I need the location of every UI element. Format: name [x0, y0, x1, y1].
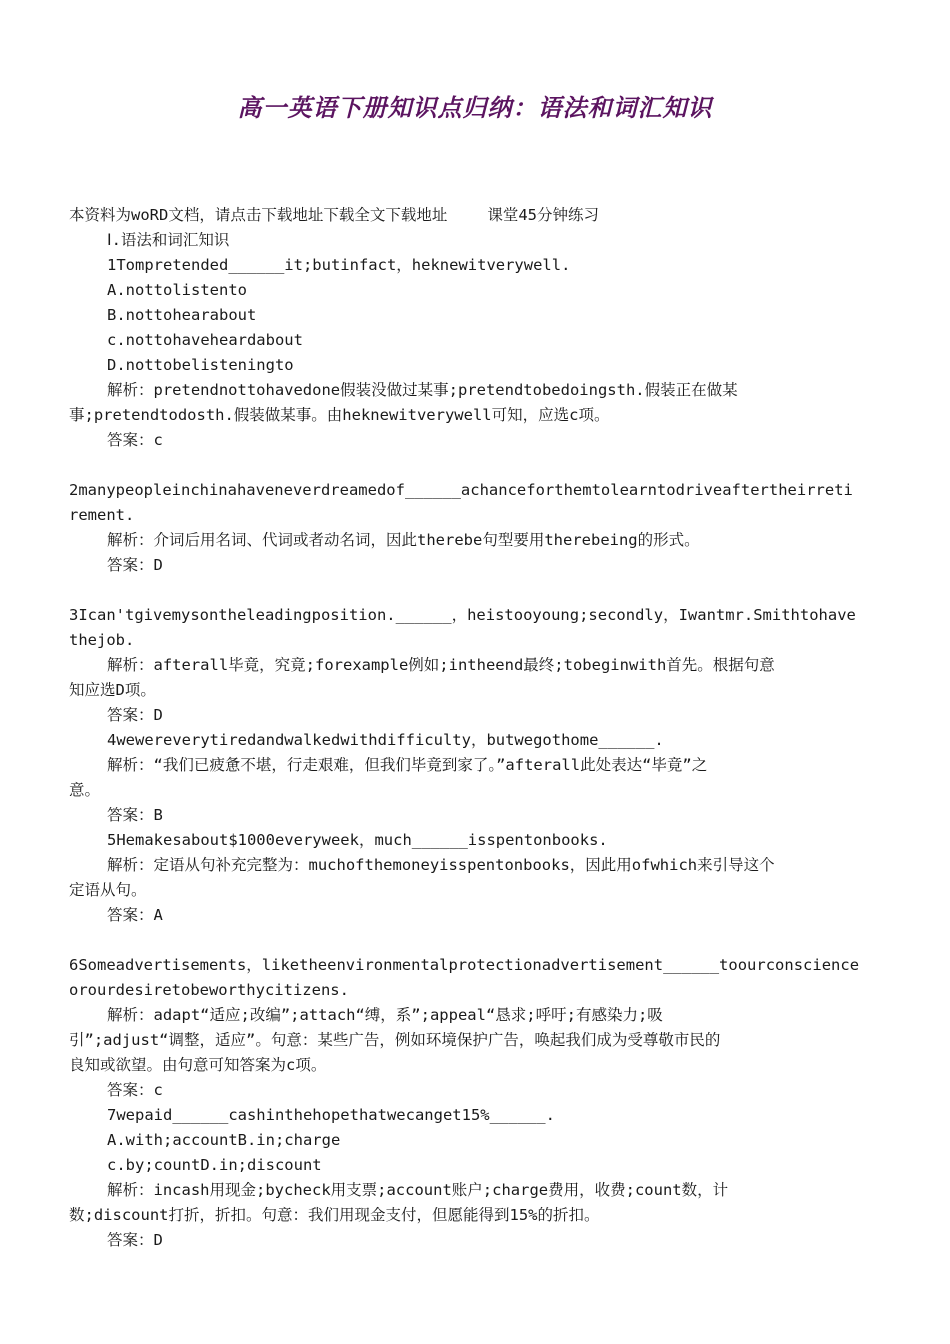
question-3-analysis: 解析：afterall毕竟，究竟;forexample例如;intheend最终;tobeginwith首先。根据句意 [107, 656, 775, 674]
question-7-options-ab: A.with;accountB.in;charge [107, 1131, 341, 1149]
question-2-answer: 答案：D [107, 556, 163, 574]
question-2-stem-cont: rement. [69, 506, 135, 524]
question-2-analysis: 解析：介词后用名词、代词或者动名词，因此therebe句型要用therebeing的形式。 [107, 531, 700, 549]
question-6-stem: 6Someadvertisements，liketheenvironmentalprotectionadvertisement______toourconscience [69, 956, 860, 974]
spacer [69, 453, 883, 478]
document-body [69, 203, 883, 1253]
question-1-option-a: A.nottolistento [107, 281, 247, 299]
question-6-analysis: 解析：adapt“适应;改编”;attach“缚，系”;appeal“恳求;呼吁;有感染力;吸 [107, 1006, 663, 1024]
page-title: 高一英语下册知识点归纳：语法和词汇知识 [237, 94, 713, 122]
question-7-stem: 7wepaid______cashinthehopethatwecanget15%______. [107, 1106, 555, 1124]
question-1-answer: 答案：c [107, 431, 163, 449]
question-1-option-c: c.nottohaveheardabout [107, 331, 303, 349]
question-4-answer: 答案：B [107, 806, 163, 824]
download-note: 本资料为woRD文档，请点击下载地址下载全文下载地址 [69, 206, 448, 224]
question-5-analysis: 解析：定语从句补充完整为：muchofthemoneyisspentonbooks，因此用ofwhich来引导这个 [107, 856, 775, 874]
question-5-stem: 5Hemakesabout$1000everyweek，much______isspentonbooks. [107, 831, 608, 849]
practice-label: 课堂45分钟练习 [487, 206, 600, 224]
question-3-stem: 3Ican'tgivemysontheleadingposition.______，heistooyoung;secondly，Iwantmr.Smithtohave [69, 606, 856, 624]
question-6-analysis-cont-2: 良知或欲望。由句意可知答案为c项。 [69, 1056, 327, 1074]
section-heading: Ⅰ.语法和词汇知识 [107, 231, 230, 249]
question-5-analysis-cont: 定语从句。 [69, 881, 147, 899]
question-3-stem-cont: thejob. [69, 631, 135, 649]
question-1-analysis-cont: 事;pretendtodosth.假装做某事。由heknewitverywell可知，应选c项。 [69, 406, 610, 424]
question-6-analysis-cont: 引”;adjust“调整，适应”。句意：某些广告，例如环境保护广告，唤起我们成为受尊敬市民的 [69, 1031, 721, 1049]
question-4-stem: 4wewereverytiredandwalkedwithdifficulty，butwegothome______. [107, 731, 664, 749]
question-1-analysis: 解析：pretendnottohavedone假装没做过某事;pretendtobedoingsth.假装正在做某 [107, 381, 738, 399]
question-3-answer: 答案：D [107, 706, 163, 724]
question-7-options-cd: c.by;countD.in;discount [107, 1156, 322, 1174]
question-7-analysis-cont: 数;discount打折，折扣。句意：我们用现金支付，但愿能得到15%的折扣。 [69, 1206, 600, 1224]
question-1-stem: 1Tompretended______it;butinfact，heknewitverywell. [107, 256, 571, 274]
question-1-option-b: B.nottohearabout [107, 306, 257, 324]
header-line [69, 203, 883, 228]
spacer [69, 578, 883, 603]
question-1-option-d: D.nottobelisteningto [107, 356, 294, 374]
question-6-answer: 答案：c [107, 1081, 163, 1099]
question-7-answer: 答案：D [107, 1231, 163, 1249]
question-6-stem-cont: orourdesiretobeworthycitizens. [69, 981, 349, 999]
question-4-analysis-cont: 意。 [69, 781, 101, 799]
question-4-analysis: 解析：“我们已疲惫不堪，行走艰难，但我们毕竟到家了。”afterall此处表达“毕竟”之 [107, 756, 708, 774]
question-7-analysis: 解析：incash用现金;bycheck用支票;account账户;charge费用，收费;count数，计 [107, 1181, 729, 1199]
spacer [69, 928, 883, 953]
question-2-stem: 2manypeopleinchinahaveneverdreamedof______achanceforthemtolearntodriveaftertheirreti [69, 481, 853, 499]
question-3-analysis-cont: 知应选D项。 [69, 681, 156, 699]
question-5-answer: 答案：A [107, 906, 163, 924]
